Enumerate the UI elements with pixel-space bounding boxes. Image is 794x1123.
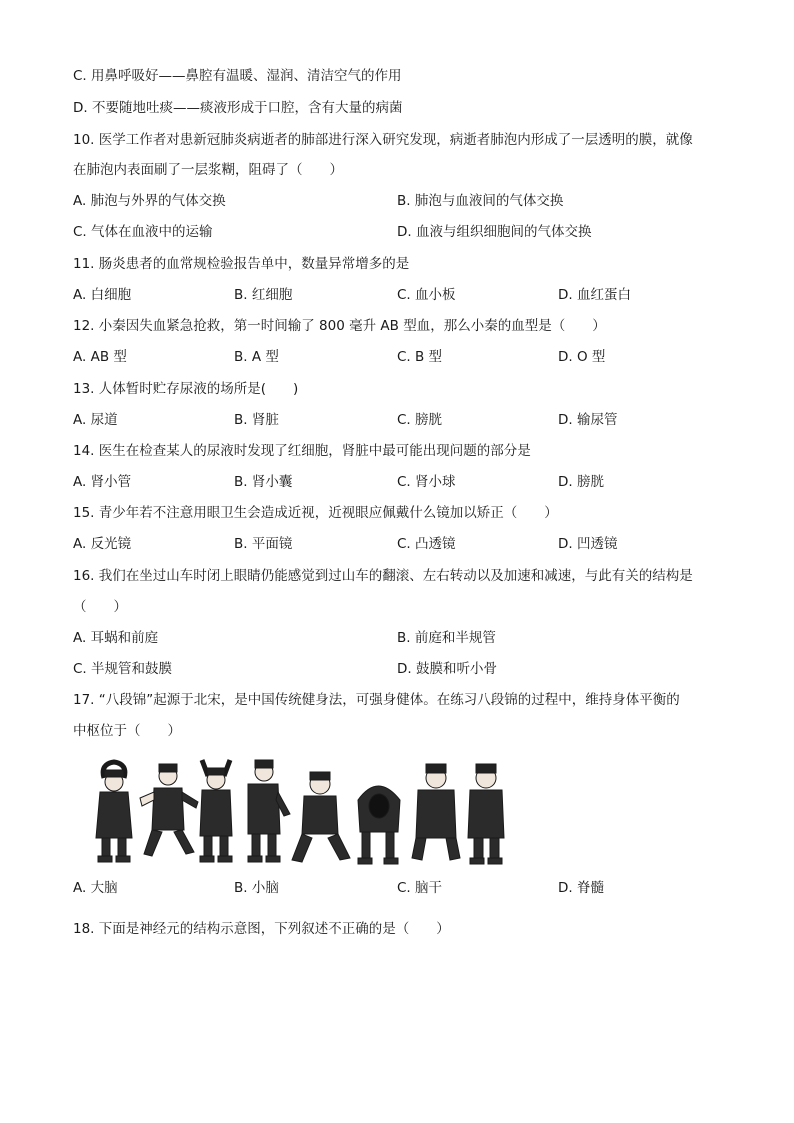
q16-stem-line2: （ ）	[73, 599, 127, 615]
q16-option-a: A. 耳蜗和前庭	[73, 630, 159, 646]
q16-option-c: C. 半规管和鼓膜	[73, 661, 173, 677]
q12-stem: 12. 小秦因失血紧急抢救，第一时间输了 800 毫升 AB 型血，那么小秦的血型是（ ）	[73, 318, 606, 334]
q13-option-a: A. 尿道	[73, 412, 118, 428]
q17-option-c: C. 脑干	[397, 880, 443, 896]
q10-stem-line2: 在肺泡内表面刷了一层浆糊，阻碍了（ ）	[73, 162, 343, 178]
q11-stem: 11. 肠炎患者的血常规检验报告单中，数量异常增多的是	[73, 256, 410, 272]
q11-option-b: B. 红细胞	[234, 287, 293, 303]
figure-8	[468, 764, 504, 864]
q17-option-b: B. 小脑	[234, 880, 279, 896]
q10-option-a: A. 肺泡与外界的气体交换	[73, 193, 226, 209]
figure-4	[248, 760, 290, 862]
q13-option-c: C. 膀胱	[397, 412, 443, 428]
q11-option-d: D. 血红蛋白	[558, 287, 631, 303]
q9-option-d: D. 不要随地吐痰——痰液形成于口腔，含有大量的病菌	[73, 100, 403, 116]
q15-stem: 15. 青少年若不注意用眼卫生会造成近视，近视眼应佩戴什么镜加以矫正（ ）	[73, 505, 558, 521]
q14-option-d: D. 膀胱	[558, 474, 604, 490]
q9-option-c: C. 用鼻呼吸好——鼻腔有温暖、湿润、清洁空气的作用	[73, 68, 402, 84]
q17-option-d: D. 脊髓	[558, 880, 604, 896]
q18-stem: 18. 下面是神经元的结构示意图，下列叙述不正确的是（ ）	[73, 921, 450, 937]
q14-option-a: A. 肾小管	[73, 474, 132, 490]
q10-option-c: C. 气体在血液中的运输	[73, 224, 213, 240]
q15-option-b: B. 平面镜	[234, 536, 293, 552]
q10-stem-line1: 10. 医学工作者对患新冠肺炎病逝者的肺部进行深入研究发现，病逝者肺泡内形成了一层透明的膜，就像	[73, 132, 693, 148]
q13-option-b: B. 肾脏	[234, 412, 279, 428]
q13-option-d: D. 输尿管	[558, 412, 618, 428]
q12-option-b: B. A 型	[234, 349, 279, 365]
q16-stem-line1: 16. 我们在坐过山车时闭上眼睛仍能感觉到过山车的翻滚、左右转动以及加速和减速，与此有关的结构是	[73, 568, 693, 584]
figure-1	[96, 762, 132, 862]
q16-option-b: B. 前庭和半规管	[397, 630, 496, 646]
q10-option-b: B. 肺泡与血液间的气体交换	[397, 193, 564, 209]
q12-option-d: D. O 型	[558, 349, 606, 365]
q17-stem-line1: 17. “八段锦”起源于北宋，是中国传统健身法，可强身健体。在练习八段锦的过程中，维持身体平衡的	[73, 692, 680, 708]
q17-stem-line2: 中枢位于（ ）	[73, 723, 181, 739]
q10-option-d: D. 血液与组织细胞间的气体交换	[397, 224, 592, 240]
q15-option-d: D. 凹透镜	[558, 536, 618, 552]
q17-option-a: A. 大脑	[73, 880, 118, 896]
baduanjin-figures-svg	[92, 756, 512, 868]
baduanjin-illustration	[92, 756, 512, 868]
q12-option-a: A. AB 型	[73, 349, 127, 365]
q11-option-a: A. 白细胞	[73, 287, 132, 303]
figure-6	[358, 786, 400, 864]
q14-stem: 14. 医生在检查某人的尿液时发现了红细胞，肾脏中最可能出现问题的部分是	[73, 443, 531, 459]
figure-7	[412, 764, 460, 860]
q13-stem: 13. 人体暂时贮存尿液的场所是( )	[73, 381, 299, 397]
q14-option-b: B. 肾小囊	[234, 474, 293, 490]
figure-2	[140, 764, 198, 856]
figure-5	[292, 772, 350, 862]
q11-option-c: C. 血小板	[397, 287, 456, 303]
figure-3	[200, 760, 232, 862]
q16-option-d: D. 鼓膜和听小骨	[397, 661, 497, 677]
q15-option-c: C. 凸透镜	[397, 536, 456, 552]
q14-option-c: C. 肾小球	[397, 474, 456, 490]
q15-option-a: A. 反光镜	[73, 536, 132, 552]
q12-option-c: C. B 型	[397, 349, 443, 365]
